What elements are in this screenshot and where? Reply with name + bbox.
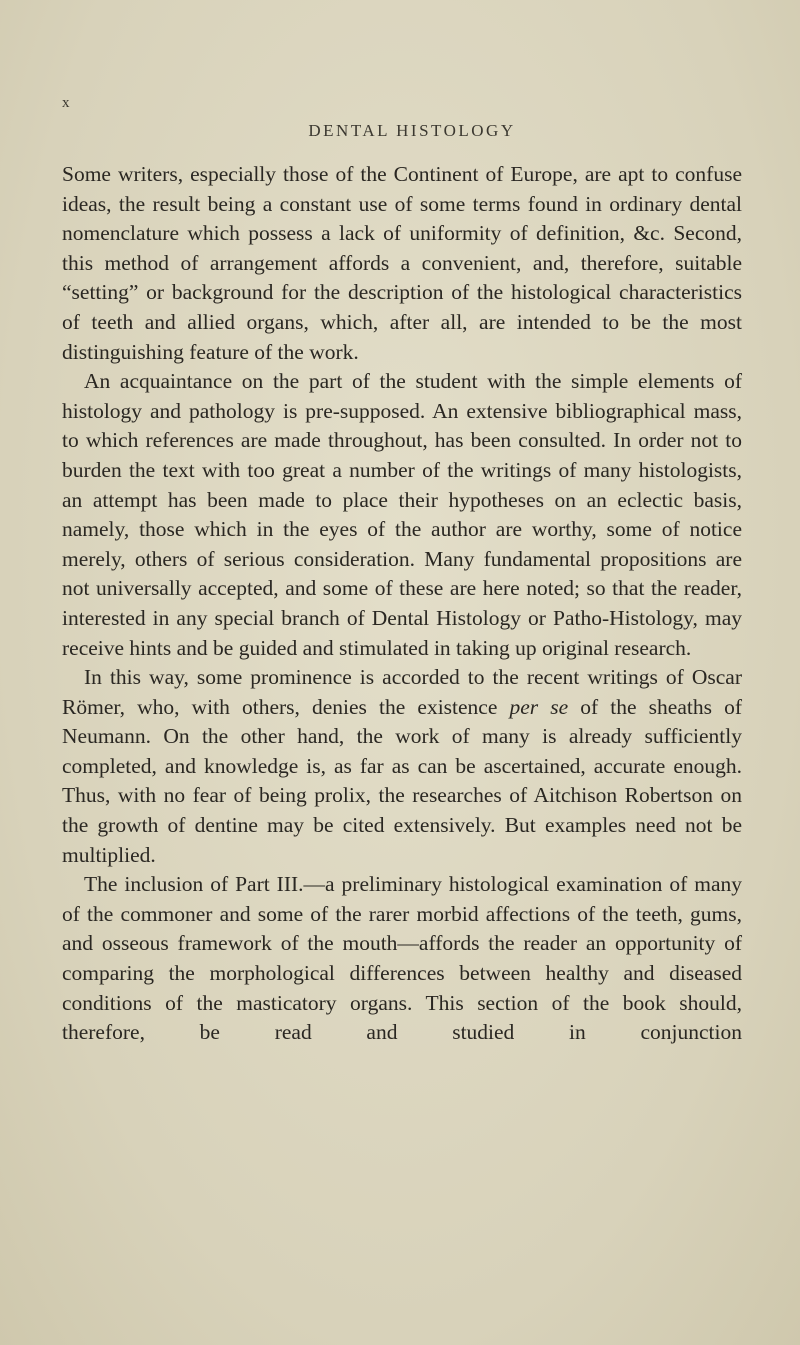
page-number: x	[62, 95, 71, 111]
latin-phrase-per-se: per se	[509, 694, 569, 719]
paragraph-3-after: of the sheaths of Neumann. On the other hand, the work of many is already sufficiently completed, and knowledge is, as far as can be ascertained, accurate enough. Thus, with no fear of being prolix, the researches of Aitchison Robertson on the growth of dentine may be cited extensively. But examples need not be multiplied.	[62, 694, 742, 867]
body-text	[62, 160, 742, 1048]
running-head	[62, 95, 762, 140]
paragraph-1: Some writers, especially those of the Continent of Europe, are apt to confuse ideas, the result being a constant use of some terms found in ordinary dental nomenclature which possess a lack of uniformity of definition, &c. Second, this method of arrangement affords a convenient, and, therefore, suitable “setting” or background for the description of the histological characteristics of teeth and allied organs, which, after all, are intended to be the most distinguishing feature of the work.	[62, 162, 742, 364]
paragraph-3	[62, 663, 742, 870]
paragraph-3-before: In this way, some prominence is accorded to the recent writings of Oscar Römer, who, with others, denies the existence	[62, 665, 742, 719]
running-title: DENTAL HISTOLOGY	[308, 121, 516, 140]
paragraph-4: The inclusion of Part III.—a preliminary histological examination of many of the commoner and some of the rarer morbid affections of the teeth, gums, and osseous framework of the mouth—affords the reader an opportunity of comparing the morphological differences between healthy and diseased conditions of the masticatory organs. This section of the book should, therefore, be read and studied in conjunction	[62, 872, 742, 1045]
paragraph-2: An acquaintance on the part of the student with the simple elements of histology and pathology is pre-supposed. An extensive bibliographical mass, to which references are made throughout, has been consulted. In order not to burden the text with too great a number of the writings of many histologists, an attempt has been made to place their hypotheses on an eclectic basis, namely, those which in the eyes of the author are worthy, some of notice merely, others of serious consideration. Many fundamental propositions are not universally accepted, and some of these are here noted; so that the reader, interested in any special branch of Dental Histology or Patho-Histology, may receive hints and be guided and stimulated in taking up original research.	[62, 369, 742, 660]
